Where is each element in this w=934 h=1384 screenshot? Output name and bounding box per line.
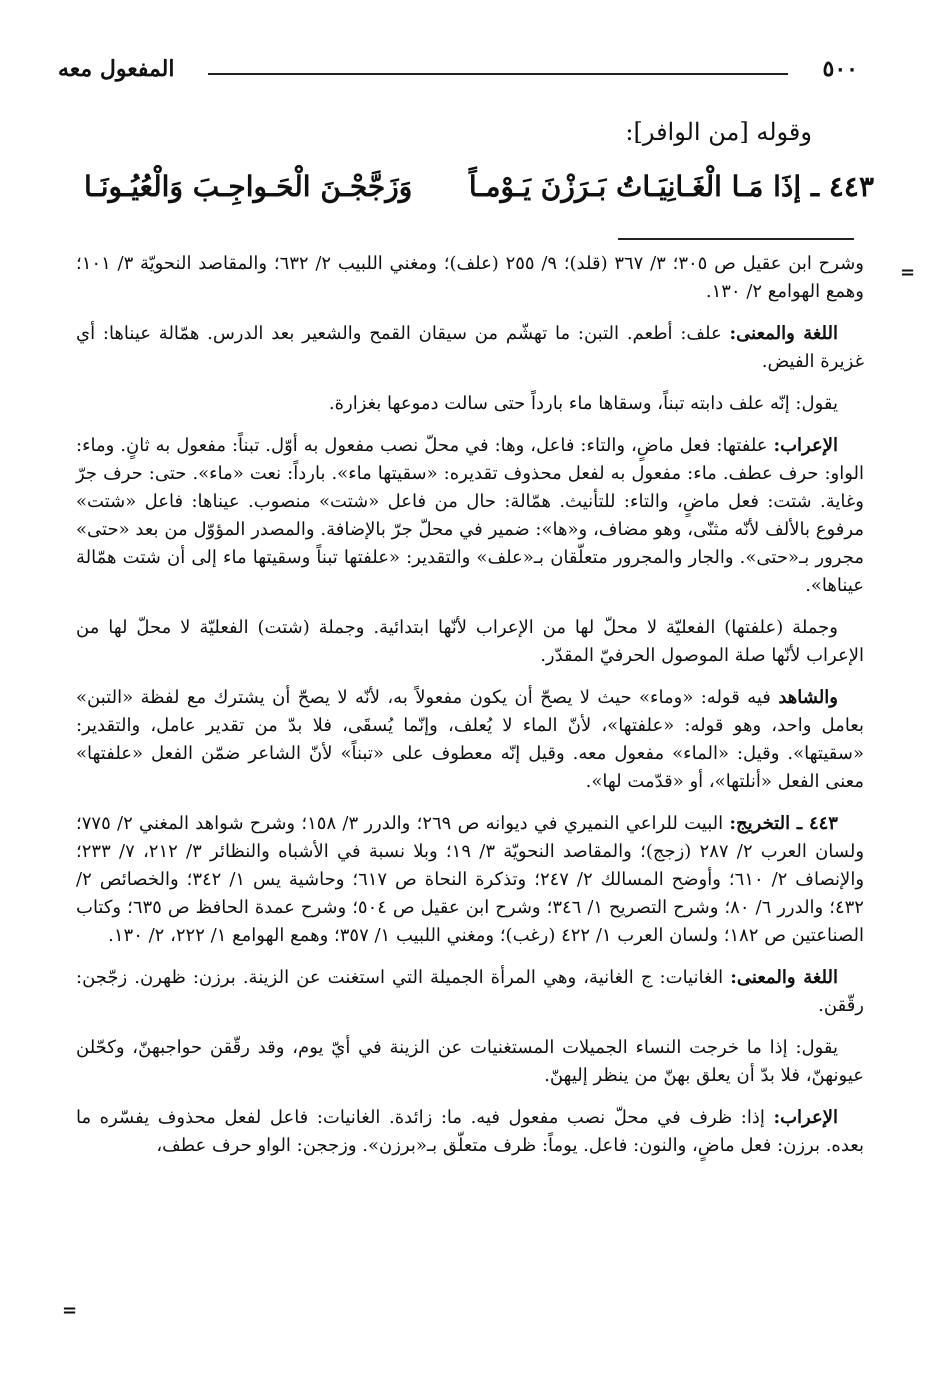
paragraph-text: فيه قوله: «وماء» حيث لا يصحّ أن يكون مفعولاً به، لأنّه لا يصحّ أن يشترك مع لفظة «التبن» بعامل واحد، وهو قوله: «علفتها»، لأنّ الماء لا يُعلف، وإنّما يُسقَى، فلا بدّ من تقدير عامل، والتقدير: «سقيتها». وقيل: «الماء» مفعول معه. وقيل إنّه معطوف على «تبناً» لأنّ الشاعر ضمّن الفعل «علفتها» معنى الفعل «أنلتها»، أو «قدّمت لها». — [76, 687, 864, 792]
paragraph-text: علفتها: فعل ماضٍ، والتاء: فاعل، وها: في محلّ نصب مفعول به أوّل. تبناً: مفعول به ثانٍ. وماء: الواو: حرف عطف. ماء: مفعول به لفعل محذوف تقديره: «سقيتها ماء». بارداً: نعت «ماء». حتى: حرف جرّ وغاية. شتت: فعل ماضٍ، والتاء: للتأنيث. همّالة: حال من فاعل «شتت» منصوب. عيناها: فاعل «شتت» مرفوع بالألف لأنّه مثنّى، وهو مضاف، و«ها»: ضمير في محلّ جرّ بالإضافة. والمصدر المؤوّل من بعد «حتى» مجرور بـ«حتى». والجار والمجرور متعلّقان بـ«علف» والتقدير: «علفتها تبناً وسقيتها ماء إلى أن شتت همّالة عيناها». — [76, 435, 864, 596]
paragraph-label: والشاهد — [778, 687, 838, 708]
footnotes — [76, 250, 864, 1174]
paragraph-text: يقول: إذا ما خرجت النساء الجميلات المستغنيات عن الزينة في أيّ يوم، وقد رقّقن حواجبهنّ، وكحّلن عيونهنّ، فلا بدّ أن يعلق بهنّ من ينظر إليهنّ. — [76, 1037, 864, 1086]
footnote-paragraph — [76, 1104, 864, 1160]
footnote-paragraph — [76, 1034, 864, 1090]
paragraph-label: اللغة والمعنى: — [729, 323, 838, 344]
continuation-mark-bottom: = — [62, 1300, 78, 1321]
footnote-continuation-text: وشرح ابن عقيل ص ٣٠٥؛ ٣/ ٣٦٧ (قلد)؛ ٩/ ٢٥٥ (علف)؛ ومغني اللبيب ٢/ ٦٣٢؛ والمقاصد النحويّة ٣/ ١٠١؛ وهمع الهوامع ٢/ ١٣٠. — [76, 253, 864, 302]
footnote-rule — [618, 238, 854, 240]
paragraph-text: البيت للراعي النميري في ديوانه ص ٢٦٩؛ والدرر ٣/ ١٥٨؛ وشرح شواهد المغني ٢/ ٧٧٥؛ ولسان العرب ٢/ ٢٨٧ (زجج)؛ والمقاصد النحويّة ٣/ ١٩؛ وبلا نسبة في الأشباه والنظائر ٣/ ٢١٢، ٧/ ٢٣٣؛ والإنصاف ٢/ ٦١٠؛ وأوضح المسالك ٢/ ٢٤٧؛ وتذكرة النحاة ص ٦١٧؛ وحاشية يس ١/ ٣٤٢؛ والخصائص ٢/ ٤٣٢؛ والدرر ٦/ ٨٠؛ وشرح التصريح ١/ ٣٤٦؛ وشرح ابن عقيل ص ٥٠٤؛ وشرح عمدة الحافظ ص ٦٣٥؛ وكتاب الصناعتين ص ١٨٢؛ ولسان العرب ١/ ٤٢٢ (رغب)؛ ومغني اللبيب ١/ ٣٥٧؛ وهمع الهوامع ١/ ٢٢٢، ٢/ ١٣٠. — [76, 813, 865, 946]
header-rule — [208, 73, 788, 75]
paragraph-label: الإعراب: — [773, 1107, 838, 1128]
continuation-mark-top: = — [900, 262, 916, 283]
paragraph-text: يقول: إنّه علف دابته تبناً، وسقاها ماء بارداً حتى سالت دموعها بغزارة. — [328, 393, 838, 414]
paragraph-label: الإعراب: — [773, 435, 838, 456]
footnote-continuation — [76, 250, 864, 306]
footnote-paragraph — [76, 432, 864, 600]
paragraph-text: وجملة (علفتها) الفعليّة لا محلّ لها من الإعراب لأنّها ابتدائية. وجملة (شتت) الفعليّة لا محلّ لها من الإعراب لأنّها صلة الموصول الحرفيّ المقدّر. — [76, 617, 864, 666]
verse-hemistich-second: وَزَجَّجْـنَ الْحَـواجِـبَ وَالْعُيُـونَـا — [84, 170, 413, 203]
page-header — [58, 56, 858, 84]
verse-intro: وقوله [من الوافر]: — [625, 118, 812, 146]
paragraph-text: الغانيات: ج الغانية، وهي المرأة الجميلة التي استغنت عن الزينة. برزن: ظهرن. زجّجن: رقّقن. — [76, 967, 864, 1016]
paragraph-label: ٤٤٣ ـ التخريج: — [729, 813, 838, 834]
section-title: المفعول معه — [58, 56, 175, 82]
verse-443 — [84, 170, 874, 210]
footnote-paragraph — [76, 684, 864, 796]
paragraph-label: اللغة والمعنى: — [730, 967, 838, 988]
footnote-paragraph — [76, 964, 864, 1020]
paragraph-text: إذا: ظرف في محلّ نصب مفعول فيه. ما: زائدة. الغانيات: فاعل لفعل محذوف يفسّره ما بعده. برزن: فعل ماضٍ، والنون: فاعل. يوماً: ظرف متعلّق بـ«برزن». وزججن: الواو حرف عطف، — [76, 1107, 864, 1156]
footnote-paragraph — [76, 320, 864, 376]
paragraph-text: علف: أطعم. التبن: ما تهشّم من سيقان القمح والشعير بعد الدرس. همّالة عيناها: أي غزيرة الفيض. — [76, 323, 864, 372]
page-number: ٥٠٠ — [822, 56, 858, 82]
footnote-paragraph — [76, 390, 864, 418]
verse-hemistich-first: ٤٤٣ ـ إذَا مَـا الْغَـانِيَـاتُ بَـرَزْنَ يَـوْمـاً — [468, 170, 874, 203]
footnote-paragraph — [76, 810, 864, 950]
footnote-paragraph — [76, 614, 864, 670]
